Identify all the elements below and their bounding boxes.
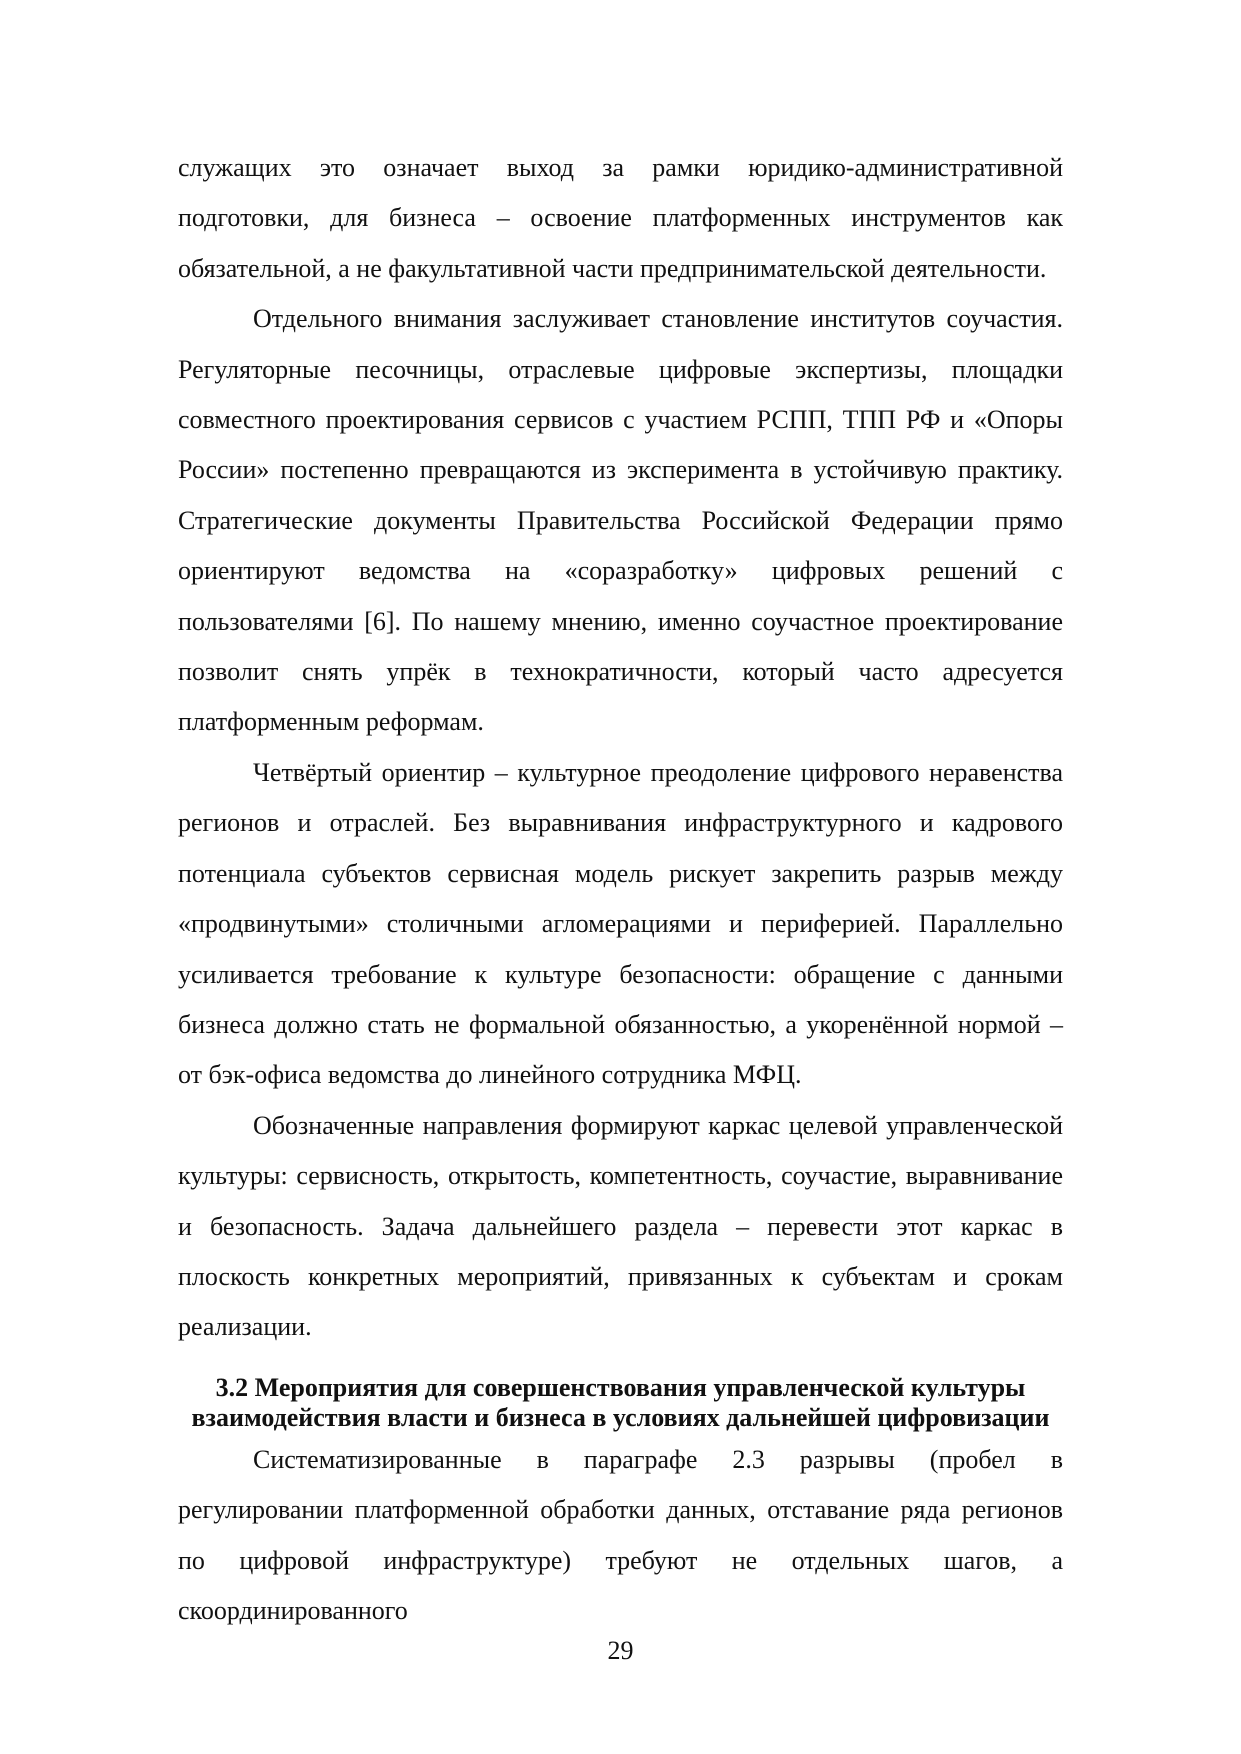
paragraph-2: Отдельного внимания заслуживает становление институтов соучастия. Регуляторные песочницы, отраслевые цифровые экспертизы, площадки совместного проектирования сервисов с участием РСПП, ТПП РФ и «Опоры России» постепенно превращаются из эксперимента в устойчивую практику. Стратегические документы Правительства Российской Федерации прямо ориентируют ведомства на «соразработку» цифровых решений с пользователями [6]. По нашему мнению, именно соучастное проектирование позволит снять упрёк в технократичности, который часто адресуется платформенным реформам.: [178, 304, 1063, 737]
paragraph-5: Систематизированные в параграфе 2.3 разрывы (пробел в регулировании платформенной обработки данных, отставание ряда регионов по цифровой инфраструктуре) требуют не отдельных шагов, а скоординированного: [178, 1444, 1063, 1625]
page-number: 29: [607, 1636, 634, 1665]
body-text: [178, 143, 1063, 1636]
section-heading: [178, 1373, 1063, 1433]
paragraph-4: Обозначенные направления формируют каркас целевой управленческой культуры: сервисность, открытость, компетентность, соучастие, выравнивание и безопасность. Задача дальнейшего раздела – перевести этот каркас в плоскость конкретных мероприятий, привязанных к субъектам и срокам реализации.: [178, 1110, 1063, 1342]
section-heading-line-2: взаимодействия власти и бизнеса в условиях дальнейшей цифровизации: [191, 1402, 1050, 1432]
paragraph-1: служащих это означает выход за рамки юридико-административной подготовки, для бизнеса – освоение платформенных инструментов как обязательной, а не факультативной части предпринимательской деятельности.: [178, 153, 1063, 283]
section-heading-line-1: 3.2 Мероприятия для совершенствования управленческой культуры: [215, 1372, 1026, 1402]
paragraph-3: Четвёртый ориентир – культурное преодоление цифрового неравенства регионов и отраслей. Без выравнивания инфраструктурного и кадрового потенциала субъектов сервисная модель рискует закрепить разрыв между «продвинутыми» столичными агломерациями и периферией. Параллельно усиливается требование к культуре безопасности: обращение с данными бизнеса должно стать не формальной обязанностью, а укоренённой нормой – от бэк-офиса ведомства до линейного сотрудника МФЦ.: [178, 757, 1063, 1090]
